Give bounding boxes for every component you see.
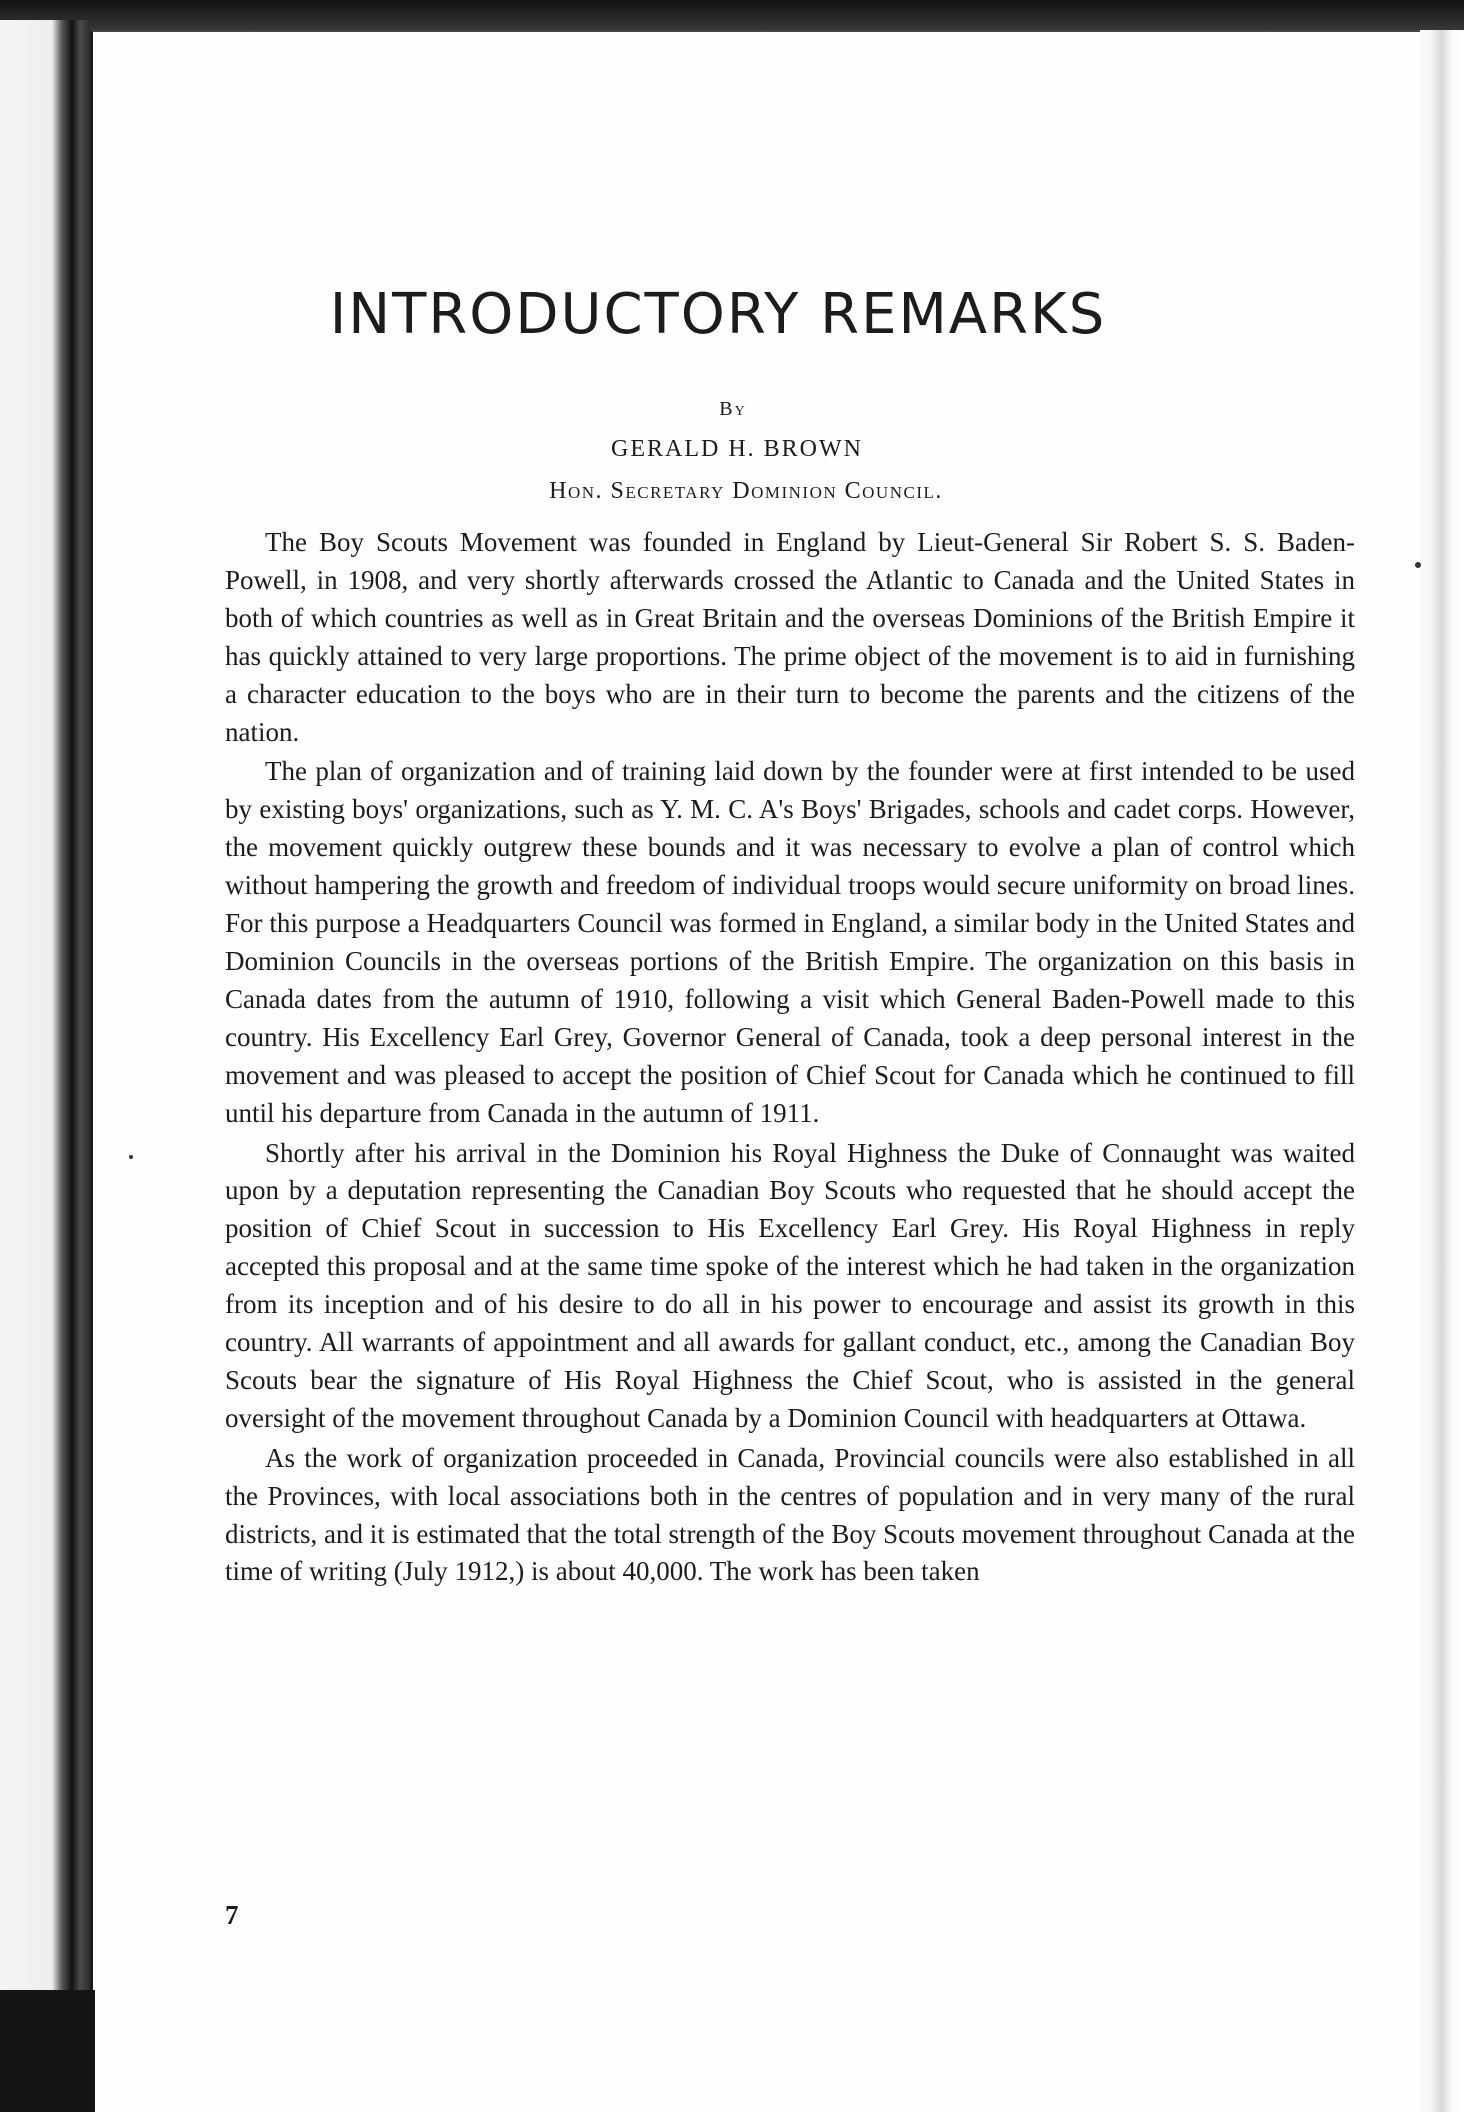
scan-background-top: [0, 0, 1464, 34]
page-title: INTRODUCTORY REMARKS: [329, 282, 1107, 347]
book-spine-edge: [0, 20, 90, 2112]
scan-speck: [1415, 562, 1421, 568]
scan-background-bottom: [0, 1990, 95, 2112]
byline: By: [719, 398, 747, 420]
scan-speck: [129, 1155, 133, 1159]
body-text: [225, 524, 1355, 1593]
author-name: GERALD H. BROWN: [611, 436, 863, 462]
paragraph-2: The plan of organization and of training laid down by the founder were at first intended to be used by existing boys' organizations, such as Y. M. C. A's Boys' Brigades, schools and cadet corps. However, the movement quickly outgrew these bounds and it was necessary to evolve a plan of control which without hampering the growth and freedom of individual troops would secure uniformity on broad lines. For this purpose a Headquarters Council was formed in England, a similar body in the United States and Dominion Councils in the overseas portions of the British Empire. The organization on this basis in Canada dates from the autumn of 1910, following a visit which General Baden-Powell made to this country. His Excellency Earl Grey, Governor General of Canada, took a deep personal interest in the movement and was pleased to accept the position of Chief Scout for Canada which he continued to fill until his departure from Canada in the autumn of 1911.: [225, 756, 1355, 1128]
paragraph-3: Shortly after his arrival in the Dominion his Royal Highness the Duke of Connaught was waited upon by a deputation representing the Canadian Boy Scouts who requested that he should accept the position of Chief Scout in succession to His Excellency Earl Grey. His Royal Highness in reply accepted this proposal and at the same time spoke of the interest which he had taken in the organization from its inception and of his desire to do all in his power to encourage and assist its growth in this country. All warrants of appointment and all awards for gallant conduct, etc., among the Canadian Boy Scouts bear the signature of His Royal Highness the Chief Scout, who is assisted in the general oversight of the movement throughout Canada by a Dominion Council with headquarters at Ottawa.: [225, 1137, 1355, 1433]
author-position: Hon. Secretary Dominion Council.: [549, 478, 943, 504]
book-page: [90, 30, 1420, 2112]
page-number: 7: [225, 1900, 239, 1930]
paragraph-1: The Boy Scouts Movement was founded in England by Lieut-General Sir Robert S. S. Baden-Powell, in 1908, and very shortly afterwards crossed the Atlantic to Canada and the United States in both of which countries as well as in Great Britain and the overseas Dominions of the British Empire it has quickly attained to very large proportions. The prime object of the movement is to aid in furnishing a character education to the boys who are in their turn to become the parents and the citizens of the nation.: [225, 527, 1355, 747]
paragraph-4: As the work of organization proceeded in Canada, Provincial councils were also established in all the Provinces, with local associations both in the centres of population and in very many of the rural districts, and it is estimated that the total strength of the Boy Scouts movement throughout Canada at the time of writing (July 1912,) is about 40,000. The work has been taken: [225, 1442, 1355, 1587]
